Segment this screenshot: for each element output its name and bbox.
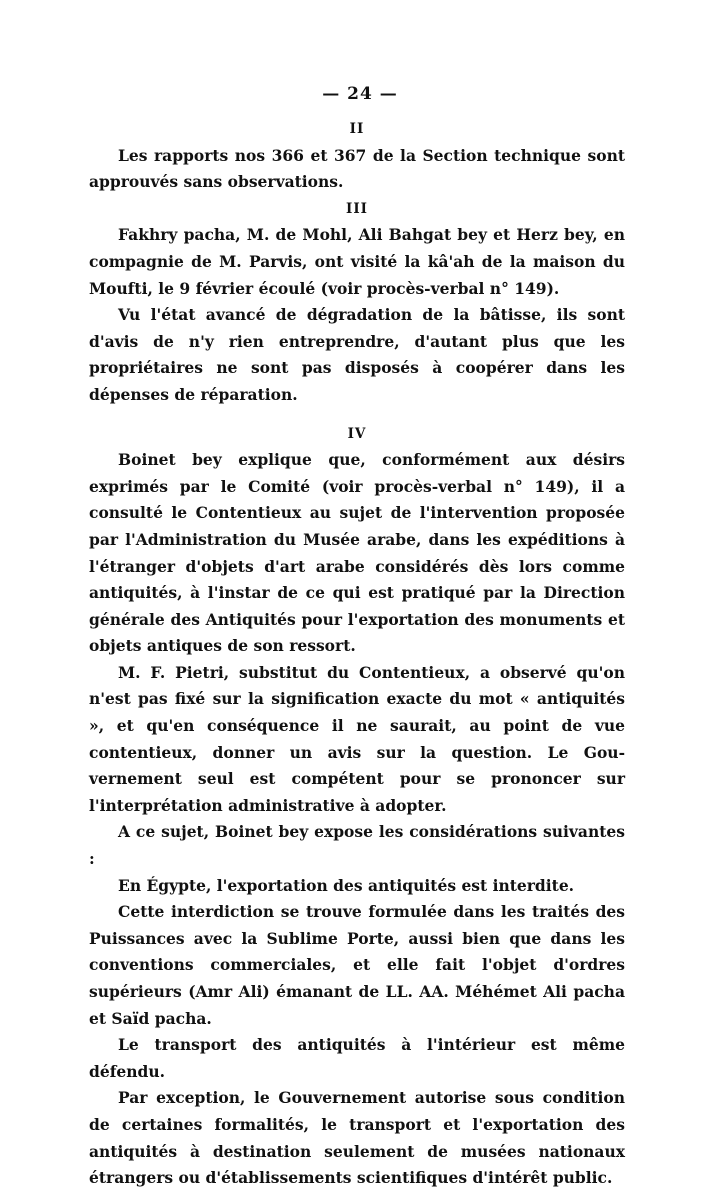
- section-heading-iv: IV: [347, 425, 367, 442]
- page-number: — 24 —: [322, 84, 398, 104]
- paragraph: A ce sujet, Boinet bey expose les considérations suivantes :: [89, 822, 625, 869]
- paragraph: Fakhry pacha, M. de Mohl, Ali Bahgat bey et Herz bey, en compagnie de M. Parvis, ont visité la kâ'ah de la maison du Moufti, le 9 février écoulé (voir procès-verbal n° 149).: [89, 225, 625, 298]
- paragraph: M. F. Pietri, substitut du Contentieux, a observé qu'on n'est pas fixé sur la signification exacte du mot « antiquités », et qu'en conséquence il ne saurait, au point de vue contentieux, donner un avis sur la question. Le Gouvernement seul est compétent pour se prononcer sur l'interprétation administrative à adopter.: [89, 662, 625, 815]
- paragraph: Le transport des antiquités à l'intérieur est même défendu.: [89, 1035, 625, 1081]
- paragraph: Par exception, le Gouvernement autorise sous condition de certaines formalités, le transport et l'exportation des antiquités à destination seulement de musées nationaux étrangers ou d'établissements scientifiques d'intérêt public.: [89, 1088, 625, 1188]
- paragraph: Les rapports nos 366 et 367 de la Section technique sont approuvés sans observations.: [89, 145, 625, 192]
- section-heading-iii: III: [346, 200, 368, 217]
- paragraph: Cette interdiction se trouve formulée dans les traités des Puissances avec la Sublime Porte, aussi bien que dans les conventions commerciales, et elle fait l'objet d'ordres supérieurs (Amr Ali) émanant de LL. AA. Méhémet Ali pacha et Saïd pacha.: [89, 902, 625, 1028]
- paragraph: Vu l'état avancé de dégradation de la bâtisse, ils sont d'avis de n'y rien entreprendre, d'autant plus que les propriétaires ne sont pas disposés à coopérer dans les dépenses de réparation.: [89, 305, 625, 404]
- section-heading-ii: II: [349, 121, 365, 137]
- paragraph: Boinet bey explique que, conformément aux désirs exprimés par le Comité (voir procès-verbal n° 149), il a consulté le Contentieux au sujet de l'intervention proposée par l'Administration du Musée arabe, dans les expéditions à l'étranger d'objets d'art arabe considérés dès lors comme antiquités, à l'instar de ce qui est pratiqué par la Direction générale des Antiquités pour l'exportation des monuments et objets antiques de son ressort.: [89, 450, 625, 656]
- document-body: [89, 116, 625, 1192]
- paragraph: En Égypte, l'exportation des antiquités est interdite.: [118, 875, 575, 895]
